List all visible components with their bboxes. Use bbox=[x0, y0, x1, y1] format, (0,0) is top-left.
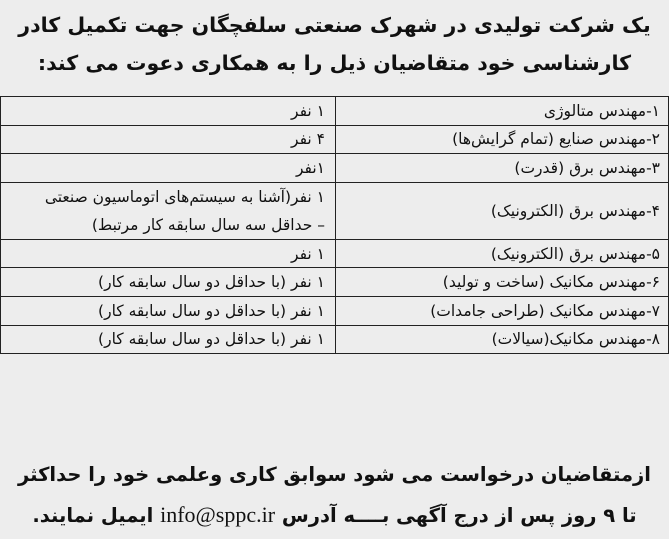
job-requirement: ۴ نفر bbox=[1, 125, 336, 154]
table-row bbox=[1, 125, 669, 154]
job-title: ۸-مهندس مکانیک(سیالات) bbox=[336, 325, 669, 354]
job-requirement: ۱ نفر (با حداقل دو سال سابقه کار) bbox=[1, 296, 336, 325]
job-title: ۳-مهندس برق (قدرت) bbox=[336, 154, 669, 183]
footer-text-before-email: تا ۹ روز پس از درج آگهی بــــه آدرس bbox=[281, 504, 637, 527]
job-title: ۲-مهندس صنایع (تمام گرایش‌ها) bbox=[336, 125, 669, 154]
jobs-table bbox=[0, 96, 669, 354]
footer-line-1: ازمتقاضیان درخواست می شود سوابق کاری وعلمی خود را حداکثر bbox=[18, 463, 651, 486]
job-title: ۶-مهندس مکانیک (ساخت و تولید) bbox=[336, 268, 669, 297]
table-row bbox=[1, 239, 669, 268]
job-requirement: ۱ نفر (با حداقل دو سال سابقه کار) bbox=[1, 268, 336, 297]
ad-header bbox=[0, 6, 669, 82]
job-requirement: ۱ نفر bbox=[1, 239, 336, 268]
job-title: ۵-مهندس برق (الکترونیک) bbox=[336, 239, 669, 268]
header-line-1: یک شرکت تولیدی در شهرک صنعتی سلفچگان جهت تکمیل کادر bbox=[18, 13, 651, 37]
job-requirement: ۱ نفر (با حداقل دو سال سابقه کار) bbox=[1, 325, 336, 354]
table-row bbox=[1, 97, 669, 126]
job-requirement-line-2: – حداقل سه سال سابقه کار مرتبط) bbox=[91, 215, 325, 234]
contact-email: info@sppc.ir bbox=[160, 502, 276, 527]
job-title: ۴-مهندس برق (الکترونیک) bbox=[336, 182, 669, 239]
table-row bbox=[1, 296, 669, 325]
job-title: ۱-مهندس متالوژی bbox=[336, 97, 669, 126]
job-requirement-line-1: ۱ نفر(آشنا به سیستم‌های اتوماسیون صنعتی bbox=[44, 187, 325, 206]
job-requirement: ۱ نفر bbox=[1, 97, 336, 126]
table-row bbox=[1, 325, 669, 354]
job-requirement bbox=[1, 182, 336, 239]
ad-footer bbox=[0, 455, 669, 536]
header-line-2: کارشناسی خود متقاضیان ذیل را به همکاری دعوت می کند: bbox=[37, 51, 632, 75]
footer-line-2 bbox=[0, 495, 669, 536]
footer-text-after-email: ایمیل نمایند. bbox=[32, 504, 154, 527]
table-row bbox=[1, 268, 669, 297]
job-title: ۷-مهندس مکانیک (طراحی جامدات) bbox=[336, 296, 669, 325]
table-row bbox=[1, 154, 669, 183]
job-requirement: ۱نفر bbox=[1, 154, 336, 183]
table-row bbox=[1, 182, 669, 239]
